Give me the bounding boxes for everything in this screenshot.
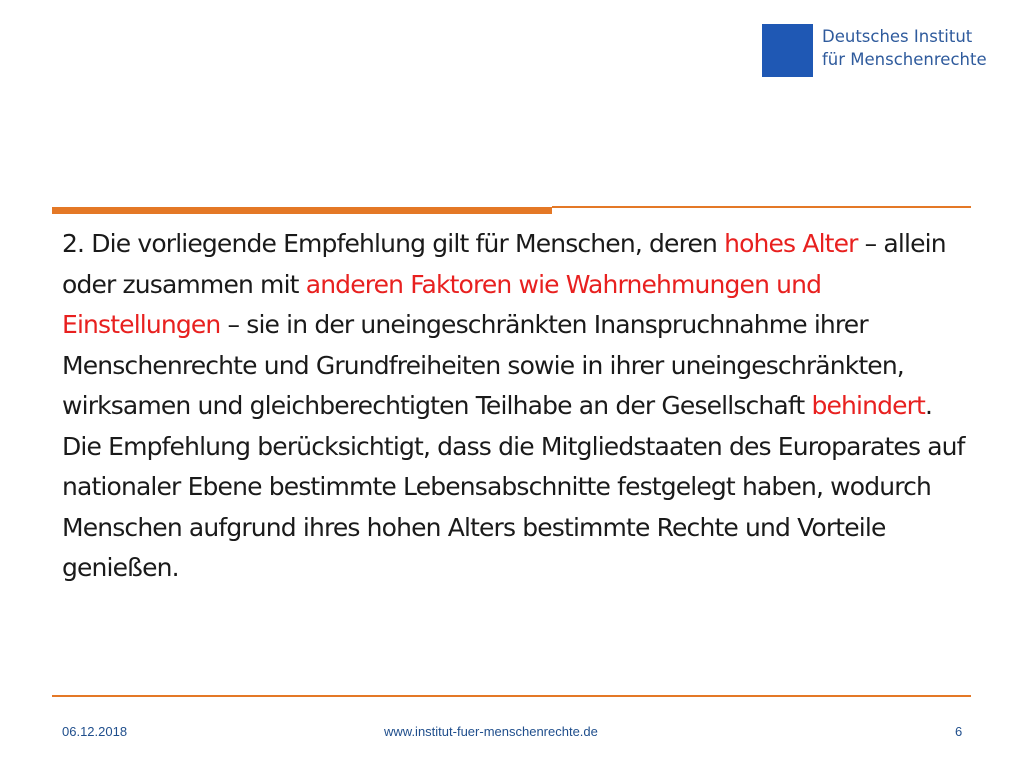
footer-url: www.institut-fuer-menschenrechte.de [384,724,598,739]
bottom-rule [52,695,971,697]
body-text-segment: . Die Empfehlung berücksichtigt, dass die Mitgliedstaaten des Europarates auf nationaler Ebene bestimmte Lebensabschnitte festgelegt haben, wodurch Menschen aufgrund ihres hohen Alters bestimmte Rechte und Vorteile genießen. [62,391,965,582]
body-text-segment: – sie in der uneingeschränkten Inanspruchnahme ihrer Menschenrechte und Grundfreiheiten sowie in ihrer uneingeschränkten, wirksamen und gleichberechtigten Teilhabe an der Gesellschaft [62,310,904,420]
body-text-segment: – allein oder zusammen mit [62,229,946,299]
footer-date: 06.12.2018 [62,724,128,739]
body-highlight-segment: behindert [811,391,926,420]
logo-line-1: Deutsches Institut [822,27,973,46]
page-number: 6 [955,724,963,739]
logo-line-2: für Menschenrechte [822,50,987,69]
top-rule-thin [552,206,971,208]
body-text-segment: 2. Die vorliegende Empfehlung gilt für Menschen, deren [62,229,725,258]
body-paragraph [62,224,977,589]
top-rule-thick [52,207,552,214]
body-highlight-segment: anderen Faktoren wie Wahrnehmungen und Einstellungen [62,269,822,339]
logo-square-icon [762,24,813,77]
body-highlight-segment: hohes Alter [724,229,858,258]
institute-logo [762,24,987,80]
logo-text [822,25,987,71]
